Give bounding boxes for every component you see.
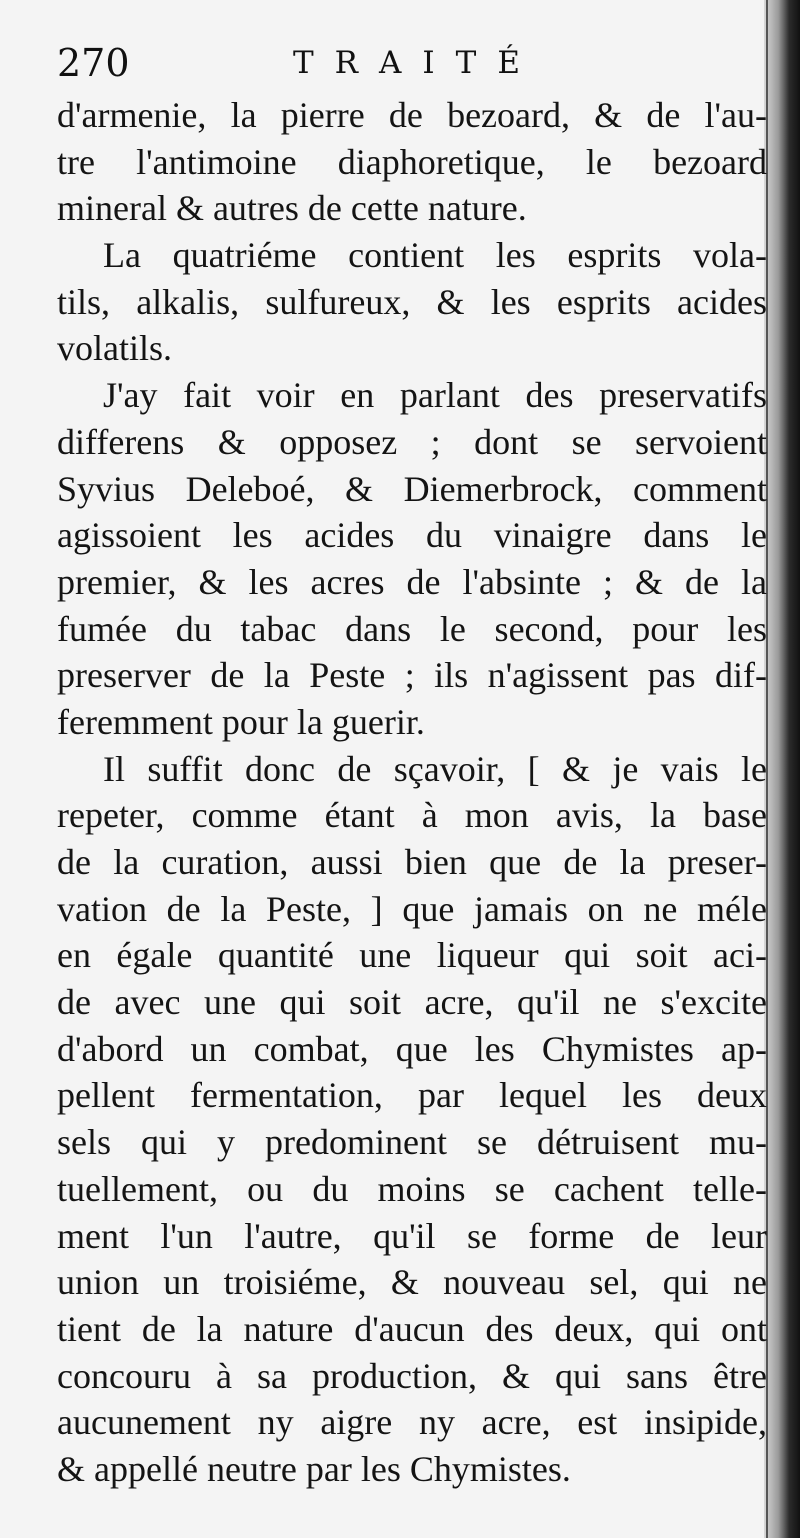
- text-line: differens & opposez ; dont se servoient: [57, 421, 767, 462]
- text-line: aucunement ny aigre ny acre, est insipide,: [57, 1402, 767, 1443]
- text-line: La quatriéme contient les esprits vola-: [103, 235, 767, 276]
- text-line: ment l'un l'autre, qu'il se forme de leur: [57, 1215, 767, 1256]
- text-line: vation de la Peste, ] que jamais on ne méle: [57, 888, 767, 929]
- text-line: repeter, comme étant à mon avis, la base: [57, 795, 767, 836]
- text-line: tre l'antimoine diaphoretique, le bezoard: [57, 141, 767, 182]
- text-line: premier, & les acres de l'absinte ; & de la: [57, 561, 767, 602]
- text-line: pellent fermentation, par lequel les deux: [57, 1075, 767, 1116]
- body-text: [57, 92, 767, 1493]
- text-line: sels qui y predominent se détruisent mu-: [57, 1122, 767, 1163]
- text-line: concouru à sa production, & qui sans être: [57, 1355, 767, 1396]
- text-line: tuellement, ou du moins se cachent telle-: [57, 1168, 767, 1209]
- text-line: tils, alkalis, sulfureux, & les esprits acides: [57, 281, 767, 322]
- page-number: 270: [57, 41, 130, 85]
- page-header: [57, 38, 747, 88]
- text-line: feremment pour la guerir.: [57, 701, 425, 742]
- text-line: en égale quantité une liqueur qui soit aci-: [57, 935, 767, 976]
- text-line: Syvius Deleboé, & Diemerbrock, comment: [57, 468, 767, 509]
- text-line: d'armenie, la pierre de bezoard, & de l'au-: [57, 95, 767, 135]
- text-line: de la curation, aussi bien que de la preser-: [57, 842, 767, 882]
- text-line: mineral & autres de cette nature.: [57, 188, 527, 229]
- text-line: fumée du tabac dans le second, pour les: [57, 608, 767, 649]
- text-line: tient de la nature d'aucun des deux, qui ont: [57, 1308, 767, 1349]
- page-gutter-shadow: [764, 0, 800, 1538]
- text-line: de avec une qui soit acre, qu'il ne s'excite: [57, 982, 767, 1023]
- text-line: agissoient les acides du vinaigre dans le: [57, 515, 767, 556]
- text-line: union un troisiéme, & nouveau sel, qui ne: [57, 1262, 767, 1303]
- running-title: TRAITÉ: [293, 45, 541, 81]
- text-line: Il suffit donc de sçavoir, [ & je vais le: [103, 748, 767, 789]
- text-line: & appellé neutre par les Chymistes.: [57, 1448, 571, 1489]
- text-line: J'ay fait voir en parlant des preservatifs: [103, 375, 767, 416]
- text-line: preserver de la Peste ; ils n'agissent pas dif-: [57, 655, 767, 696]
- text-line: d'abord un combat, que les Chymistes ap-: [57, 1028, 767, 1069]
- text-line: volatils.: [57, 328, 172, 369]
